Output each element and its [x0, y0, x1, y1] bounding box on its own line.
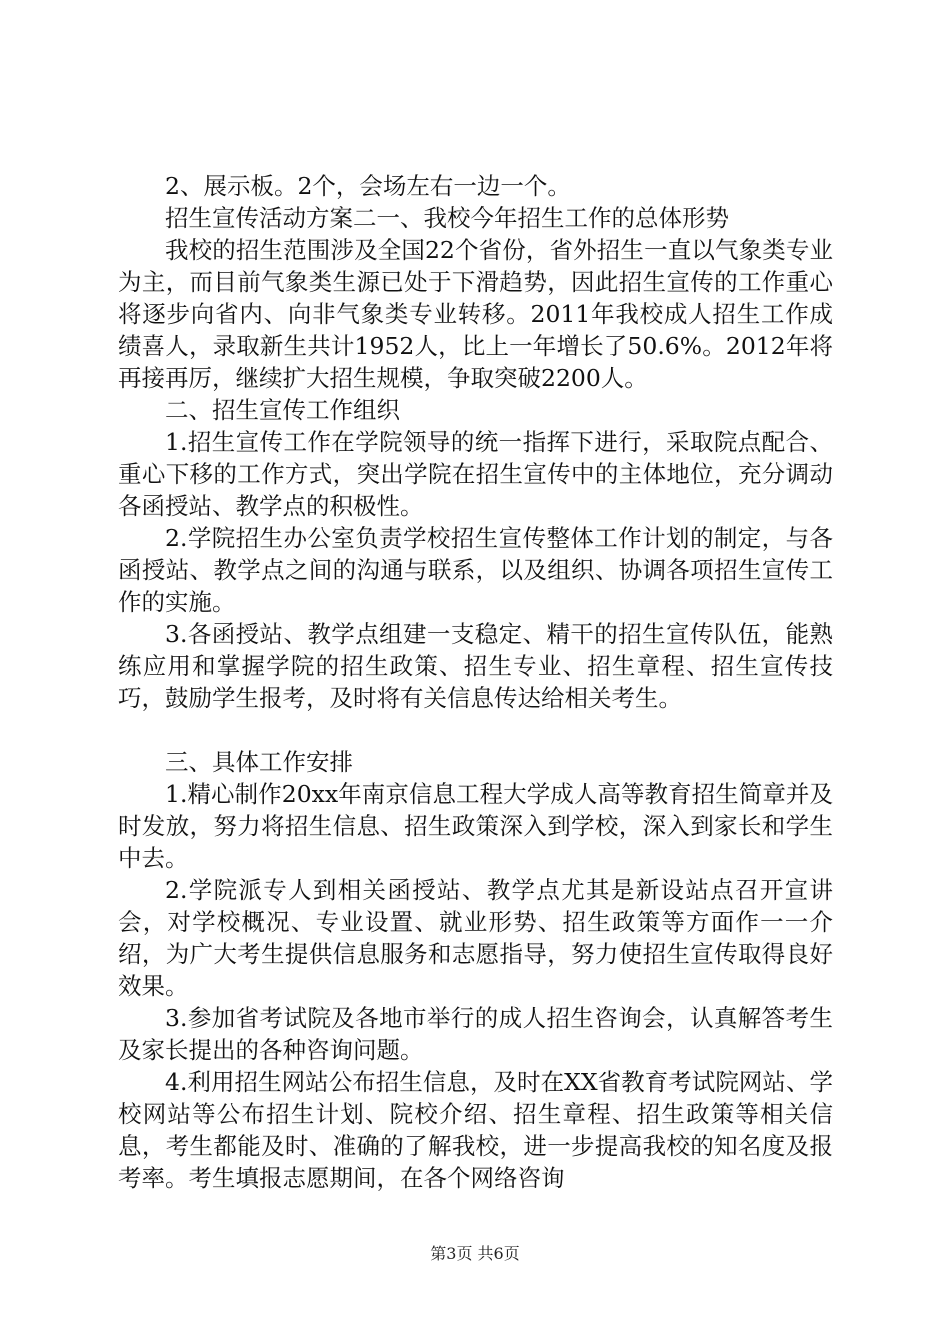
paragraph-org-item-1: 1.招生宣传工作在学院领导的统一指挥下进行，采取院点配合、重心下移的工作方式，突出学院在招生宣传中的主体地位，充分调动各函授站、教学点的积极性。	[118, 428, 833, 520]
paragraph-arrangement-item-1: 1.精心制作20xx年南京信息工程大学成人高等教育招生简章并及时发放，努力将招生信息、招生政策深入到学校，深入到家长和学生中去。	[118, 780, 833, 872]
paragraph-org-item-2: 2.学院招生办公室负责学校招生宣传整体工作计划的制定，与各函授站、教学点之间的沟通与联系，以及组织、协调各项招生宣传工作的实施。	[118, 524, 833, 616]
paragraph-display-boards: 2、展示板。2个，会场左右一边一个。	[165, 172, 571, 200]
section-heading-organization: 二、招生宣传工作组织	[165, 396, 400, 424]
document-body	[118, 170, 833, 1194]
page-number-footer: 第3页 共6页	[430, 1244, 520, 1263]
paragraph-spacer	[118, 714, 833, 746]
paragraph-arrangement-item-4: 4.利用招生网站公布招生信息，及时在XX省教育考试院网站、学校网站等公布招生计划、院校介绍、招生章程、招生政策等相关信息，考生都能及时、准确的了解我校，进一步提高我校的知名度及报考率。考生填报志愿期间，在各个网络咨询	[118, 1068, 833, 1192]
paragraph-arrangement-item-3: 3.参加省考试院及各地市举行的成人招生咨询会，认真解答考生及家长提出的各种咨询问题。	[118, 1004, 833, 1064]
paragraph-overall-situation: 我校的招生范围涉及全国22个省份，省外招生一直以气象类专业为主，而目前气象类生源已处于下滑趋势，因此招生宣传的工作重心将逐步向省内、向非气象类专业转移。2011年我校成人招生工作成绩喜人，录取新生共计1952人，比上一年增长了50.6%。2012年将再接再厉，继续扩大招生规模，争取突破2200人。	[118, 236, 833, 392]
paragraph-plan-two-heading: 招生宣传活动方案二一、我校今年招生工作的总体形势	[165, 204, 729, 232]
paragraph-org-item-3: 3.各函授站、教学点组建一支稳定、精干的招生宣传队伍，能熟练应用和掌握学院的招生政策、招生专业、招生章程、招生宣传技巧，鼓励学生报考，及时将有关信息传达给相关考生。	[118, 620, 833, 712]
paragraph-arrangement-item-2: 2.学院派专人到相关函授站、教学点尤其是新设站点召开宣讲会，对学校概况、专业设置、就业形势、招生政策等方面作一一介绍，为广大考生提供信息服务和志愿指导，努力使招生宣传取得良好效果。	[118, 876, 833, 1000]
section-heading-arrangements: 三、具体工作安排	[165, 748, 353, 776]
